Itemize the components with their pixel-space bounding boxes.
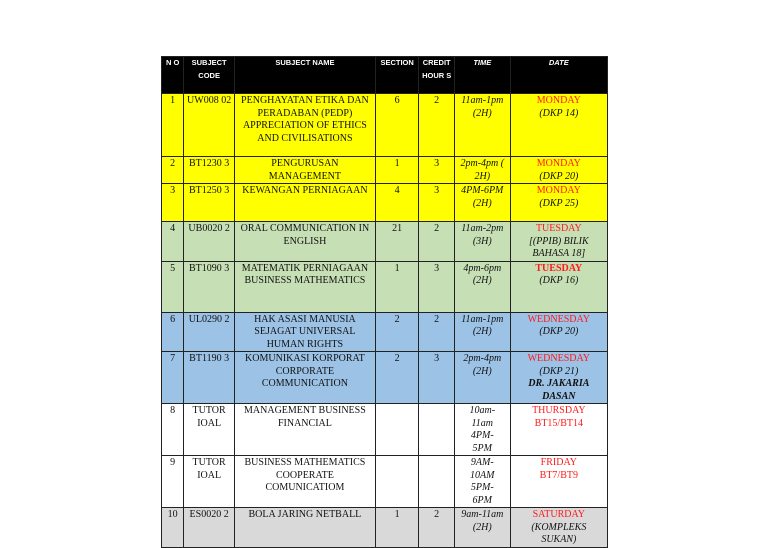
- row-no: 8: [162, 404, 184, 456]
- section: 21: [375, 222, 419, 262]
- credit-hours: 3: [419, 184, 454, 222]
- subject-code: TUTOR IOAL: [184, 456, 235, 508]
- header-no: N O: [162, 57, 184, 94]
- header-section: SECTION: [375, 57, 419, 94]
- date-cell: [510, 222, 607, 262]
- table-row: [162, 404, 608, 456]
- time-line: 5PM-: [470, 482, 494, 493]
- subject-name: MATEMATIK PERNIAGAAN BUSINESS MATHEMATICS: [234, 261, 375, 312]
- subject-code: TUTOR IOAL: [184, 404, 235, 456]
- table-row: [162, 157, 608, 184]
- day-label: TUESDAY: [535, 262, 583, 274]
- table-row: [162, 261, 608, 312]
- section: 2: [375, 312, 419, 352]
- subject-name: PENGHAYATAN ETIKA DAN PERADABAN (PEDP) APPRECIATION OF ETHICS AND CIVILISATIONS: [234, 94, 375, 157]
- credit-hours: 2: [419, 94, 454, 157]
- time-line: 6PM: [472, 494, 492, 506]
- subject-code: BT1250 3: [184, 184, 235, 222]
- subject-code: BT1230 3: [184, 157, 235, 184]
- time-line: 5PM: [472, 442, 492, 454]
- header-subject-name: SUBJECT NAME: [234, 57, 375, 94]
- time: 4PM-6PM (2H): [454, 184, 510, 222]
- table-row: [162, 184, 608, 222]
- subject-name: KOMUNIKASI KORPORAT CORPORATE COMMUNICATION: [234, 352, 375, 404]
- room-label: (DKP 20): [539, 326, 579, 337]
- day-label: MONDAY: [536, 185, 581, 196]
- time: 2pm-4pm ( 2H): [454, 157, 510, 184]
- table-row: [162, 312, 608, 352]
- room-label: BT15/BT14: [534, 417, 583, 429]
- day-label: WEDNESDAY: [527, 313, 591, 325]
- time: [454, 404, 510, 456]
- time: 11am-1pm (2H): [454, 312, 510, 352]
- section: 4: [375, 184, 419, 222]
- time-line: 11am: [471, 417, 494, 429]
- room-label: (DKP 14): [539, 107, 579, 119]
- day-label: THURSDAY: [532, 405, 586, 416]
- class-schedule-table: [161, 56, 608, 548]
- row-no: 2: [162, 157, 184, 184]
- table-row: [162, 94, 608, 157]
- room-label: (DKP 21): [539, 365, 579, 377]
- section: [375, 456, 419, 508]
- row-no: 6: [162, 312, 184, 352]
- table-row: [162, 456, 608, 508]
- room-label: (DKP 25): [539, 197, 579, 209]
- day-label: SATURDAY: [532, 509, 586, 520]
- room-label: (KOMPLEKS SUKAN): [531, 521, 587, 545]
- section: 1: [375, 157, 419, 184]
- subject-code: UL0290 2: [184, 312, 235, 352]
- time: 9am-11am (2H): [454, 508, 510, 548]
- date-cell: [510, 508, 607, 548]
- time-line: 9AM-: [470, 457, 494, 468]
- room-label: (DKP 20): [539, 170, 579, 182]
- subject-code: BT1090 3: [184, 261, 235, 312]
- date-cell: [510, 404, 607, 456]
- time: 11am-1pm (2H): [454, 94, 510, 157]
- credit-hours: 2: [419, 312, 454, 352]
- date-cell: [510, 261, 607, 312]
- row-no: 9: [162, 456, 184, 508]
- subject-name: KEWANGAN PERNIAGAAN: [234, 184, 375, 222]
- credit-hours: 3: [419, 261, 454, 312]
- date-cell: [510, 456, 607, 508]
- subject-name: ORAL COMMUNICATION IN ENGLISH: [234, 222, 375, 262]
- day-label: TUESDAY: [535, 223, 582, 234]
- row-no: 1: [162, 94, 184, 157]
- table-row: [162, 508, 608, 548]
- header-credit-hours: CREDIT HOUR S: [419, 57, 454, 94]
- room-label: [(PPIB) BILIK BAHASA 18]: [528, 235, 589, 259]
- date-cell: [510, 157, 607, 184]
- time: 11am-2pm (3H): [454, 222, 510, 262]
- subject-name: MANAGEMENT BUSINESS FINANCIAL: [234, 404, 375, 456]
- time-line: 4PM-: [470, 430, 494, 441]
- time-line: 10am-: [469, 405, 496, 416]
- time-line: 10AM: [470, 469, 495, 481]
- time: [454, 456, 510, 508]
- time: 2pm-4pm (2H): [454, 352, 510, 404]
- subject-code: BT1190 3: [184, 352, 235, 404]
- section: 1: [375, 508, 419, 548]
- time: 4pm-6pm (2H): [454, 261, 510, 312]
- subject-name: BOLA JARING NETBALL: [234, 508, 375, 548]
- row-no: 10: [162, 508, 184, 548]
- credit-hours: [419, 404, 454, 456]
- day-label: MONDAY: [536, 95, 581, 106]
- subject-code: UW008 02: [184, 94, 235, 157]
- date-cell: [510, 184, 607, 222]
- credit-hours: 2: [419, 222, 454, 262]
- header-subject-code: SUBJECT CODE: [184, 57, 235, 94]
- header-row: [162, 57, 608, 94]
- day-label: WEDNESDAY: [527, 353, 591, 364]
- room-label: (DKP 16): [539, 275, 579, 286]
- credit-hours: 3: [419, 352, 454, 404]
- room-label: BT7/BT9: [539, 469, 578, 481]
- subject-code: UB0020 2: [184, 222, 235, 262]
- day-label: FRIDAY: [540, 457, 577, 468]
- header-time: TIME: [454, 57, 510, 94]
- date-cell: [510, 352, 607, 404]
- credit-hours: 2: [419, 508, 454, 548]
- day-label: MONDAY: [536, 158, 581, 169]
- table-row: [162, 352, 608, 404]
- section: 1: [375, 261, 419, 312]
- header-date: DATE: [510, 57, 607, 94]
- lecturer-name: DR. JAKARIA DASAN: [528, 378, 590, 402]
- section: [375, 404, 419, 456]
- row-no: 7: [162, 352, 184, 404]
- table-row: [162, 222, 608, 262]
- subject-name: BUSINESS MATHEMATICS COOPERATE COMUNICATIOM: [234, 456, 375, 508]
- row-no: 5: [162, 261, 184, 312]
- subject-name: HAK ASASI MANUSIA SEJAGAT UNIVERSAL HUMAN RIGHTS: [234, 312, 375, 352]
- date-cell: [510, 94, 607, 157]
- section: 2: [375, 352, 419, 404]
- row-no: 3: [162, 184, 184, 222]
- credit-hours: [419, 456, 454, 508]
- section: 6: [375, 94, 419, 157]
- credit-hours: 3: [419, 157, 454, 184]
- subject-name: PENGURUSAN MANAGEMENT: [234, 157, 375, 184]
- subject-code: ES0020 2: [184, 508, 235, 548]
- date-cell: [510, 312, 607, 352]
- row-no: 4: [162, 222, 184, 262]
